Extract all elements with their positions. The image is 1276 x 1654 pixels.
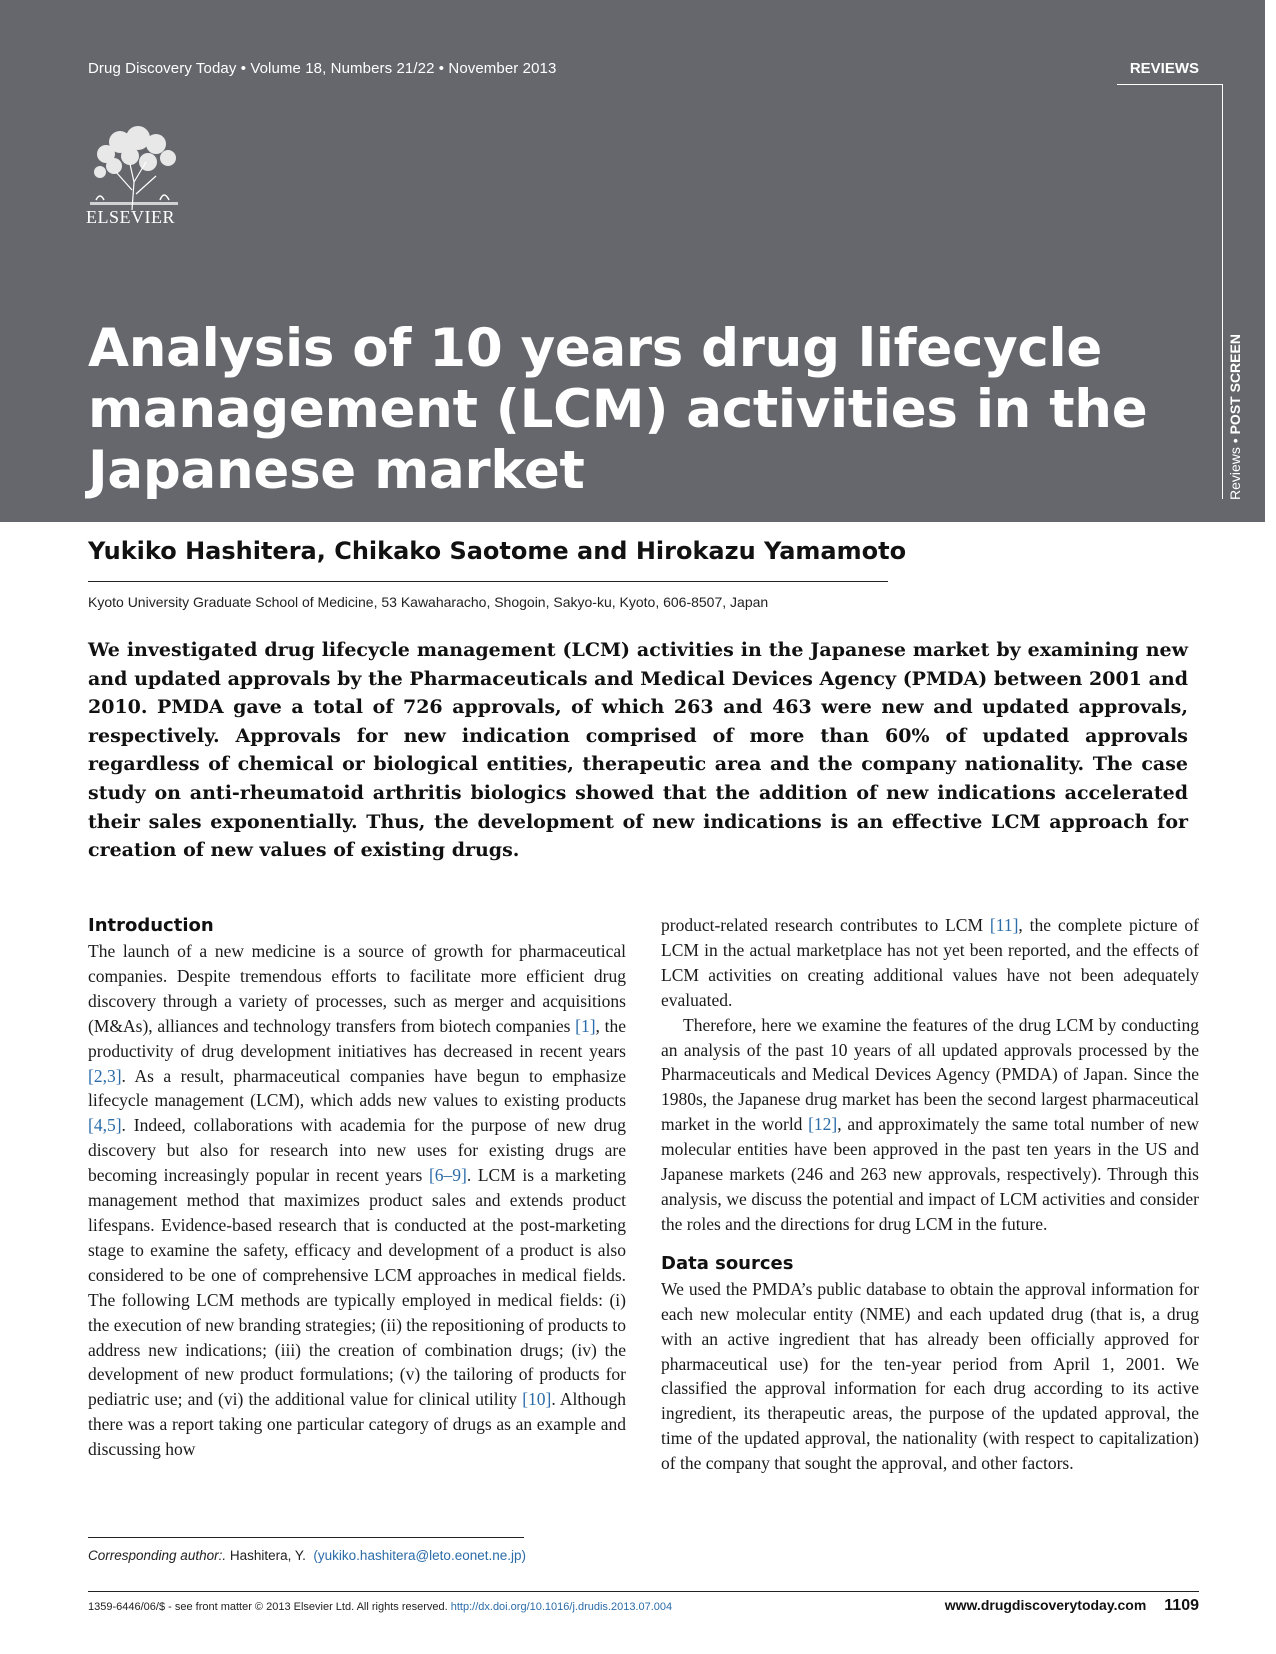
footer-right — [945, 1597, 1199, 1615]
right-column — [661, 913, 1199, 1476]
citation-link[interactable]: [10] — [522, 1389, 552, 1410]
intro-paragraph: The launch of a new medicine is a source of growth for pharmaceutical companies. Despite tremendous efforts to facilitate more efficient drug discovery through a variety of processes, such as merger and acquisitions (M&As), alliances and technology transfers from biotech companies [1], the productivity of drug development initiatives has decreased in recent years [2,3]. As a result, pharmaceutical companies have begun to emphasize lifecycle management (LCM), which adds new values to existing products [4,5]. Indeed, collaborations with academia for the purpose of new drug discovery but also for research into new uses for existing drugs are becoming increasingly popular in recent years [6–9]. LCM is a marketing management method that maximizes product sales and extends product lifespans. Evidence-based research that is conducted at the post-marketing stage to examine the safety, efficacy and development of a product is also considered to be one of comprehensive LCM approaches in medical fields. The following LCM methods are typically employed in medical fields: (i) the execution of new branding strategies; (ii) the repositioning of products to address new indications; (iii) the creation of combination drugs; (iv) the development of new product formulations; (v) the tailoring of products for pediatric use; and (vi) the additional value for clinical utility [10]. Although there was a report taking one particular category of drugs as an example and discussing how — [88, 941, 626, 1460]
citation-link[interactable]: [4,5] — [88, 1115, 122, 1136]
authors: Yukiko Hashitera, Chikako Saotome and Hirokazu Yamamoto — [88, 537, 907, 565]
side-tab-bold: POST SCREEN — [1227, 334, 1243, 435]
side-tab — [1227, 334, 1243, 500]
doi-link[interactable]: http://dx.doi.org/10.1016/j.drudis.2013.07.004 — [450, 1601, 673, 1613]
page-number: 1109 — [1164, 1597, 1199, 1614]
side-tab-light: Reviews • — [1227, 438, 1243, 500]
section-label: REVIEWS — [1129, 60, 1199, 77]
intro-heading: Introduction — [88, 915, 214, 936]
footer-copyright: 1359-6446/06/$ - see front matter © 2013 Elsevier Ltd. All rights reserved. http://dx.doi.org/10.1016/j.drudis.2013.07.004 — [88, 1601, 673, 1613]
affiliation: Kyoto University Graduate School of Medicine, 53 Kawaharacho, Shogoin, Sakyo-ku, Kyoto, 606-8507, Japan — [88, 594, 769, 610]
frame-line-top — [1117, 84, 1222, 85]
author-rule — [88, 581, 888, 582]
website[interactable]: www.drugdiscoverytoday.com — [944, 1597, 1147, 1613]
paragraph-therefore: Therefore, here we examine the features of the drug LCM by conducting an analysis of the past 10 years of all updated approvals processed by the Pharmaceuticals and Medical Devices Agency (PMDA) of Japan. Since the 1980s, the Japanese drug market has been the second largest pharmaceutical market in the world [12], and approximately the same total number of new molecular entities have been approved in the past ten years in the US and Japanese markets (246 and 263 new approvals, respectively). Through this analysis, we discuss the potential and impact of LCM activities and consider the roles and the directions for drug LCM in the future. — [661, 1014, 1200, 1234]
email-link[interactable]: (yukiko.hashitera@leto.eonet.ne.jp) — [313, 1548, 526, 1563]
abstract: We investigated drug lifecycle management (LCM) activities in the Japanese market by examining new and updated approvals by the Pharmaceuticals and Medical Devices Agency (PMDA) between 2001 and 2010. PMDA gave a total of 726 approvals, of which 263 and 463 were new and updated approvals, respectively. Approvals for new indication comprised of more than 60% of updated approvals regardless of chemical or biological entities, therapeutic area and the company nationality. The case study on anti-rheumatoid arthritis biologics showed that the addition of new indications accelerated their sales exponentially. Thus, the development of new indications is an effective LCM approach for creation of new values of existing drugs. — [88, 639, 1188, 862]
citation-link[interactable]: [6–9] — [428, 1165, 467, 1186]
running-head: Drug Discovery Today • Volume 18, Numbers 21/22 • November 2013 — [88, 60, 557, 77]
data-sources-paragraph: We used the PMDA’s public database to obtain the approval information for each new molecular entity (NME) and each updated drug (that is, a drug with an active ingredient that has already been officially approved for pharmaceutical use) for the ten-year period from April 1, 2001. We classified the approval information for each drug according to its active ingredient, its therapeutic areas, the purpose of the updated approval, the time of the updated approval, the nationality (with respect to capitalization) of the company that sought the approval, and other factors. — [661, 1278, 1199, 1474]
citation-link[interactable]: [1] — [575, 1015, 596, 1036]
article-title: Analysis of 10 years drug lifecycle management (LCM) activities in the Japanese market — [88, 318, 1148, 501]
footnote-rule — [88, 1537, 524, 1538]
left-column — [88, 913, 626, 1462]
footnote: Corresponding author:. Hashitera, Y. (yukiko.hashitera@leto.eonet.ne.jp) — [88, 1548, 526, 1563]
footer-rule — [88, 1591, 1199, 1592]
elsevier-wordmark: ELSEVIER — [86, 207, 175, 227]
citation-link[interactable]: [2,3] — [88, 1065, 122, 1086]
data-sources-heading: Data sources — [661, 1252, 794, 1274]
frame-line-right — [1222, 84, 1223, 499]
citation-link[interactable]: [11] — [989, 915, 1019, 935]
paragraph-continued: product-related research contributes to LCM [11], the complete picture of LCM in the actual marketplace has not yet been reported, and the effects of LCM activities on creating additional values have not been adequately evaluated. — [661, 915, 1199, 1010]
citation-link[interactable]: [12] — [808, 1114, 838, 1135]
